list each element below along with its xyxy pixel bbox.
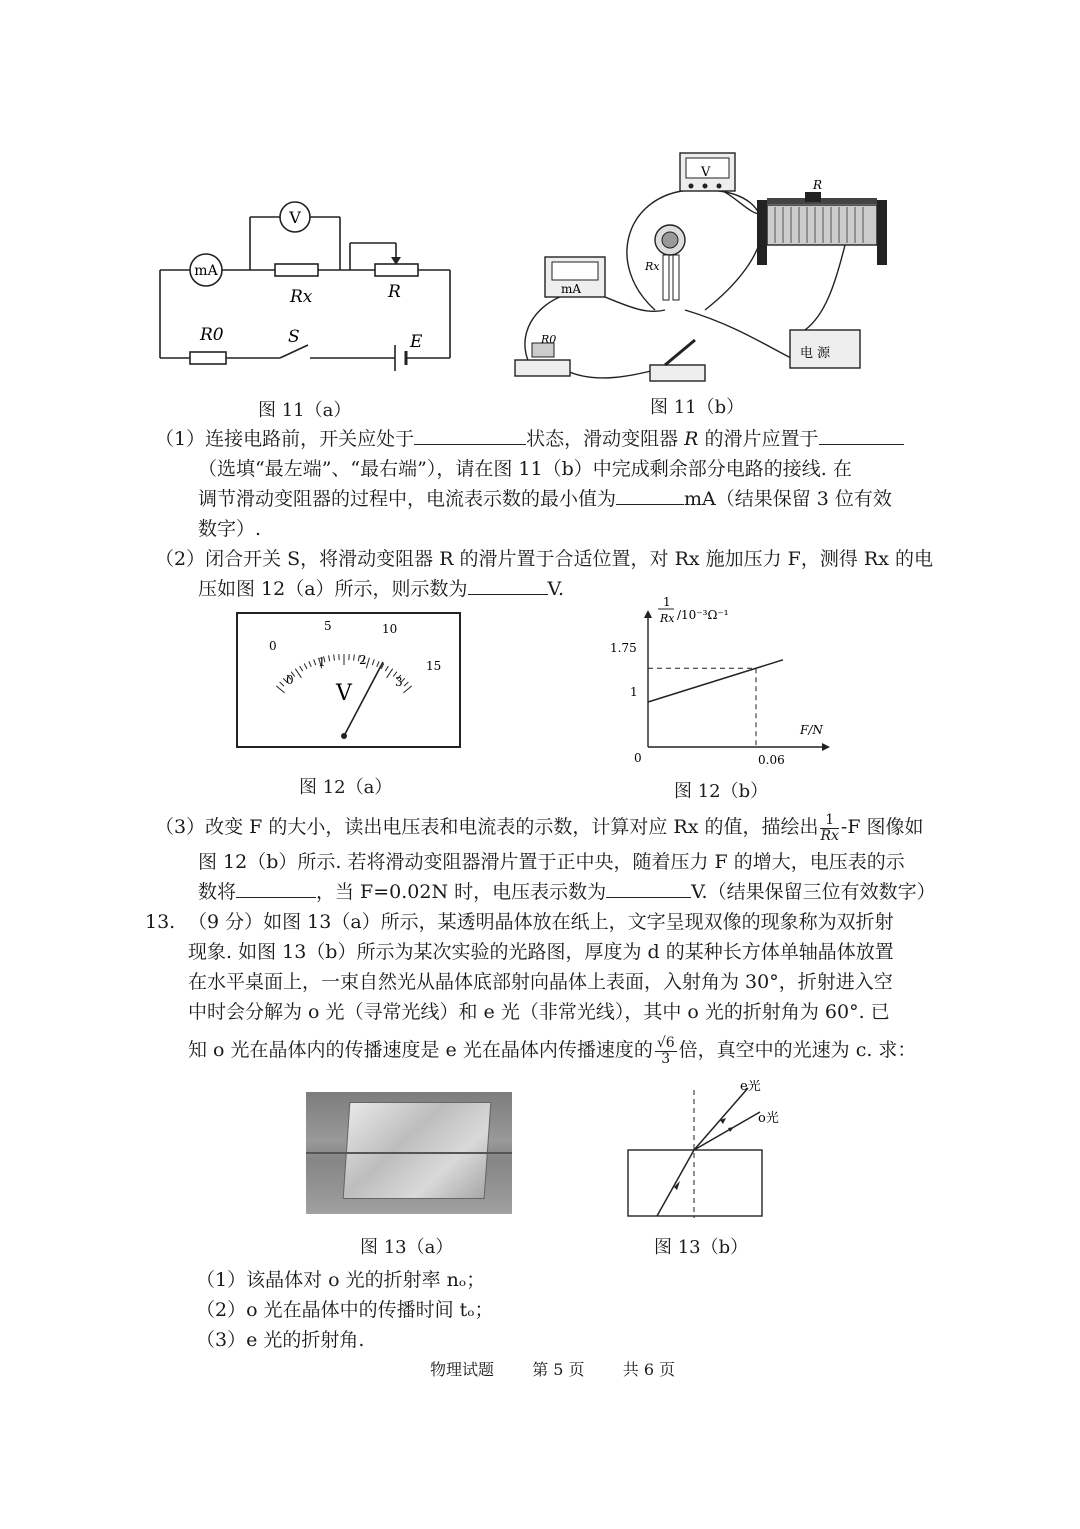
q12-part1-line1: （1）连接电路前，开关应处于 状态，滑动变阻器 R 的滑片应置于	[155, 424, 904, 454]
figure-11b-apparatus	[505, 145, 900, 390]
inverse-rx-fraction: $\frac{1}{Rx}$	[820, 811, 839, 844]
q12-part1-line3: 调节滑动变阻器的过程中，电流表示数的最小值为 mA（结果保留 3 位有效	[198, 488, 892, 510]
q13-line5: 知 o 光在晶体内的传播速度是 e 光在晶体内传播速度的 $\frac{√6}{3}$ 倍，真空中的光速为 c. 求：	[188, 1034, 917, 1067]
q12-part1-line4: 数字）.	[198, 518, 262, 540]
rx-b-label: Rx	[645, 260, 660, 273]
q13-sub2: （2）o 光在晶体中的传播时间 tₒ；	[196, 1299, 494, 1321]
blank-voltage-value[interactable]	[606, 879, 691, 898]
r0-label: R0	[200, 325, 224, 345]
q13-sub1: （1）该晶体对 o 光的折射率 nₒ；	[196, 1269, 486, 1291]
figure-13b-caption: 图 13（b）	[654, 1237, 749, 1258]
blank-switch-state[interactable]	[414, 426, 526, 445]
s-label: S	[288, 327, 300, 347]
q13-line2: 现象. 如图 13（b）所示为某次实验的光路图，厚度为 d 的某种长方体单轴晶体放置	[188, 941, 894, 963]
figure-12b-graph	[600, 592, 840, 772]
figure-13a-crystal-photo	[306, 1092, 512, 1214]
q12-part3-line2: 图 12（b）所示. 若将滑动变阻器滑片置于正中央，随着压力 F 的增大，电压表的示	[198, 851, 905, 873]
rx-label: Rx	[290, 287, 313, 307]
o-light-label: o光	[758, 1111, 779, 1126]
q13-line3: 在水平桌面上，一束自然光从晶体底部射向晶体上表面，入射角为 30°，折射进入空	[188, 971, 893, 993]
q12-part3-line1: （3）改变 F 的大小，读出电压表和电流表的示数，计算对应 Rx 的值，描绘出 $\frac{1}{Rx}$ -F 图像如	[155, 811, 924, 844]
graph-ytick-1: 1	[630, 685, 638, 699]
figure-12a-voltmeter	[236, 612, 462, 750]
graph-xtick-0.06: 0.06	[758, 753, 785, 767]
blank-voltage-reading[interactable]	[468, 576, 548, 595]
dial-symbol: V	[336, 681, 352, 706]
dial-outer-5: 5	[324, 619, 332, 633]
figure-13a-caption: 图 13（a）	[360, 1237, 454, 1258]
r0-b-label: R0	[541, 333, 557, 346]
blank-slider-position[interactable]	[819, 426, 904, 445]
ma-meter-label: mA	[194, 263, 218, 279]
graph-ylabel-den: Rx	[660, 612, 675, 625]
e-label: E	[410, 332, 423, 352]
figure-11a-circuit	[150, 195, 470, 395]
dial-tick	[354, 655, 355, 661]
footer-subject: 物理试题	[430, 1360, 495, 1379]
dial-inner-0: 0	[286, 673, 294, 687]
dial-inner-3: 3	[395, 675, 403, 689]
blank-voltage-trend[interactable]	[236, 879, 316, 898]
q12-part1-line2: （选填“最左端”、“最右端”），请在图 11（b）中完成剩余部分电路的接线. 在	[198, 458, 852, 480]
power-supply-label: 电 源	[800, 346, 831, 361]
e-light-label: e光	[740, 1080, 761, 1094]
graph-series-line	[648, 660, 783, 702]
graph-xlabel: F/N	[800, 723, 823, 737]
figure-11b-caption: 图 11（b）	[650, 397, 745, 418]
v-meter-label: V	[289, 208, 301, 227]
figure-11a-caption: 图 11（a）	[258, 400, 352, 421]
graph-ylabel-unit: /10⁻³Ω⁻¹	[677, 608, 729, 622]
dial-outer-10: 10	[382, 622, 398, 636]
dial-inner-1: 1	[318, 655, 326, 669]
dial-outer-15: 15	[426, 659, 442, 673]
r-label: R	[388, 282, 401, 302]
q12-part2-line1: （2）闭合开关 S，将滑动变阻器 R 的滑片置于合适位置，对 Rx 施加压力 F，测得 Rx 的电	[155, 548, 933, 570]
figure-12b-caption: 图 12（b）	[674, 781, 769, 802]
q13-line4: 中时会分解为 o 光（寻常光线）和 e 光（非常光线），其中 o 光的折射角为 60°. 已	[188, 1001, 890, 1023]
ma-meter-b-label: mA	[561, 282, 582, 296]
figure-12a-caption: 图 12（a）	[299, 777, 393, 798]
v-meter-b-label: V	[701, 165, 711, 180]
dial-inner-2: 2	[359, 653, 367, 667]
footer-page: 第 5 页	[532, 1360, 585, 1379]
q13-line1: （9 分）如图 13（a）所示，某透明晶体放在纸上，文字呈现双像的现象称为双折射	[188, 911, 894, 933]
graph-ylabel-num: 1	[663, 595, 671, 609]
q12-part3-line3: 数将 ，当 F=0.02N 时，电压表示数为 V.（结果保留三位有效数字）	[198, 881, 936, 903]
graph-ytick-1.75: 1.75	[610, 641, 637, 655]
q13-sub3: （3）e 光的折射角.	[196, 1329, 365, 1351]
footer-total: 共 6 页	[622, 1360, 676, 1379]
sqrt6-over-3-fraction: $\frac{√6}{3}$	[656, 1034, 675, 1067]
q13-number: 13.	[145, 911, 176, 933]
q12-part2-line2: 压如图 12（a）所示，则示数为 V.	[198, 578, 564, 600]
graph-origin: 0	[634, 751, 642, 765]
figure-13b-light-path	[620, 1080, 780, 1220]
page-footer	[430, 1357, 675, 1380]
blank-min-current[interactable]	[616, 486, 684, 505]
dial-outer-0: 0	[269, 639, 277, 653]
dial-tick	[334, 655, 335, 661]
r-b-label: R	[813, 178, 823, 192]
